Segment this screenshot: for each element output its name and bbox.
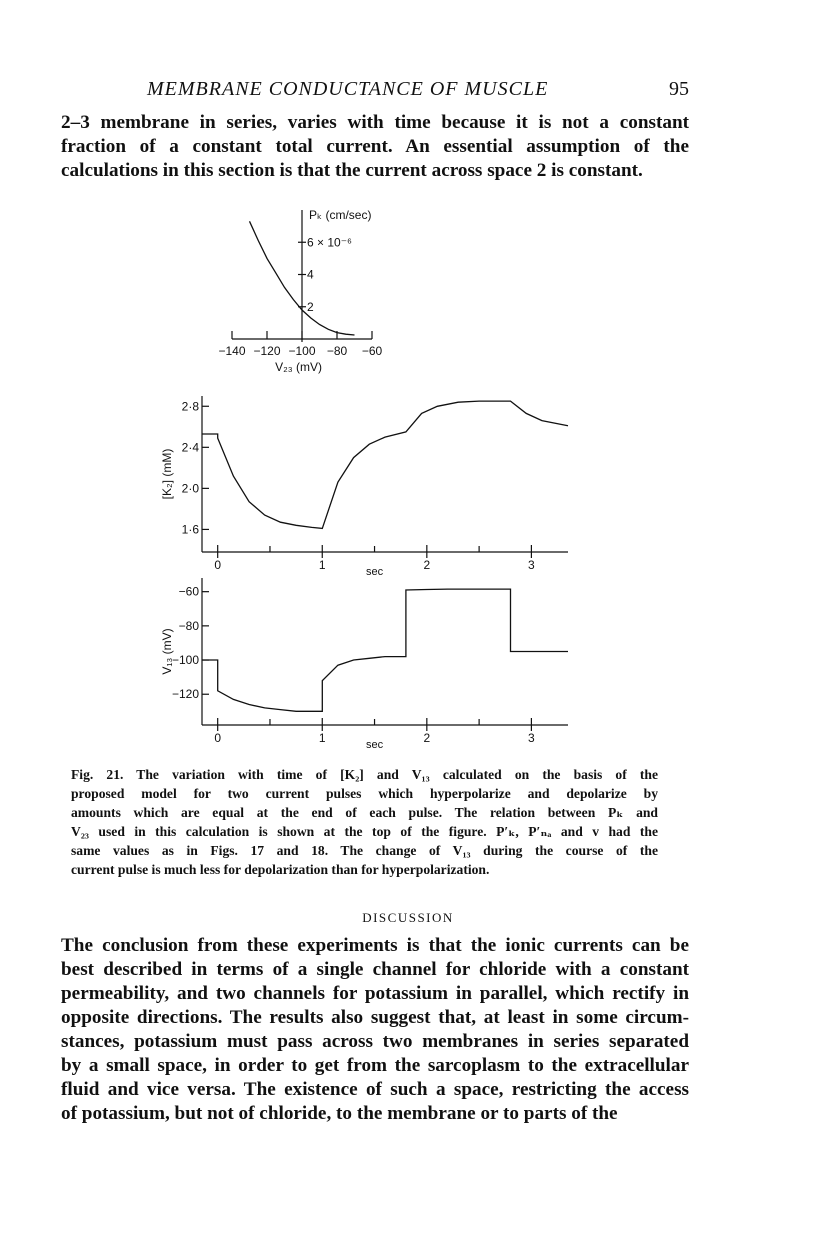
caption-line: amounts which are equal at the end of each pulse. The relation between Pₖ and bbox=[71, 805, 658, 820]
x-tick-label: 0 bbox=[214, 731, 222, 745]
text-line: 2–3 membrane in series, varies with time because it is not a constant bbox=[61, 112, 689, 133]
y-tick-label: −120 bbox=[171, 687, 199, 702]
caption-line: V₂₃ used in this calculation is shown at the top of the figure. P′ₖ, P′ₙₐ and v had the bbox=[71, 824, 658, 839]
y-tick-label: 1·6 bbox=[181, 522, 199, 537]
caption-line: Fig. 21. The variation with time of [K₂] and V₁₃ calculated on the basis of the bbox=[71, 767, 658, 782]
text-line: best described in terms of a single channel for chloride with a constant bbox=[61, 959, 689, 980]
x-tick-label: 1 bbox=[318, 731, 326, 745]
y-tick-label: −100 bbox=[171, 653, 199, 668]
text-line: opposite directions. The results also suggest that, at least in some circum- bbox=[61, 1007, 689, 1028]
page-header bbox=[97, 78, 689, 102]
y-tick-label: 2·4 bbox=[181, 440, 199, 455]
text-line: stances, potassium must pass across two membranes in series separated bbox=[61, 1031, 689, 1052]
x-tick-label: 3 bbox=[528, 731, 535, 745]
top-paragraph bbox=[61, 111, 689, 183]
section-heading: DISCUSSION bbox=[362, 910, 454, 925]
running-title: MEMBRANE CONDUCTANCE OF MUSCLE bbox=[147, 78, 549, 100]
figure-21 bbox=[150, 200, 580, 760]
x-tick-label: 1 bbox=[318, 558, 326, 572]
text-line: calculations in this section is that the current across space 2 is constant. bbox=[61, 160, 643, 181]
figure-caption bbox=[71, 765, 658, 879]
y-tick-label: −60 bbox=[178, 584, 199, 599]
bottom-paragraph bbox=[61, 934, 689, 1126]
text-line: fluid and vice versa. The existence of such a space, restricting the access bbox=[61, 1079, 689, 1100]
y-tick-label: −80 bbox=[178, 618, 199, 633]
caption-line: proposed model for two current pulses which hyperpolarize and depolarize by bbox=[71, 786, 658, 801]
x-tick-label: 3 bbox=[528, 558, 535, 572]
text-line: The conclusion from these experiments is that the ionic currents can be bbox=[61, 935, 689, 956]
text-line: by a small space, in order to get from the sarcoplasm to the extracellular bbox=[61, 1055, 689, 1076]
x-tick-label: 0 bbox=[214, 558, 222, 572]
y-tick-label: 2·8 bbox=[181, 399, 199, 414]
x-tick-label: 2 bbox=[423, 558, 431, 572]
y-axis-label: Pₖ (cm/sec) bbox=[309, 208, 372, 222]
y-tick-label: 2 bbox=[307, 299, 314, 314]
y-axis-label: V₁₃ (mV) bbox=[160, 628, 174, 675]
x-tick-label: −100 bbox=[288, 344, 316, 358]
text-line: permeability, and two channels for potassium in parallel, which rectify in bbox=[61, 983, 689, 1004]
caption-line: same values as in Figs. 17 and 18. The change of V₁₃ during the course of the bbox=[71, 843, 658, 858]
y-axis-label: [K₂] (mM) bbox=[160, 448, 174, 500]
page-number: 95 bbox=[669, 78, 689, 100]
x-tick-label: −80 bbox=[326, 344, 348, 358]
x-tick-label: −120 bbox=[253, 344, 281, 358]
x-axis-label: V₂₃ (mV) bbox=[275, 360, 322, 374]
k2-curve bbox=[202, 401, 568, 528]
figure-21-plots bbox=[150, 200, 580, 760]
y-tick-label: 2·0 bbox=[181, 481, 199, 496]
x-axis-label: sec bbox=[365, 739, 384, 751]
y-tick-label: 6 × 10⁻⁶ bbox=[307, 235, 352, 250]
y-tick-label: 4 bbox=[307, 267, 314, 282]
x-tick-label: 2 bbox=[423, 731, 431, 745]
caption-line: current pulse is much less for depolarization than for hyperpolarization. bbox=[71, 862, 490, 877]
v13-curve bbox=[202, 589, 568, 711]
x-tick-label: −140 bbox=[218, 344, 246, 358]
text-line: of potassium, but not of chloride, to the membrane or to parts of the bbox=[61, 1103, 618, 1124]
x-tick-label: −60 bbox=[361, 344, 383, 358]
text-line: fraction of a constant total current. An essential assumption of the bbox=[61, 136, 689, 157]
x-axis-label: sec bbox=[365, 566, 384, 578]
